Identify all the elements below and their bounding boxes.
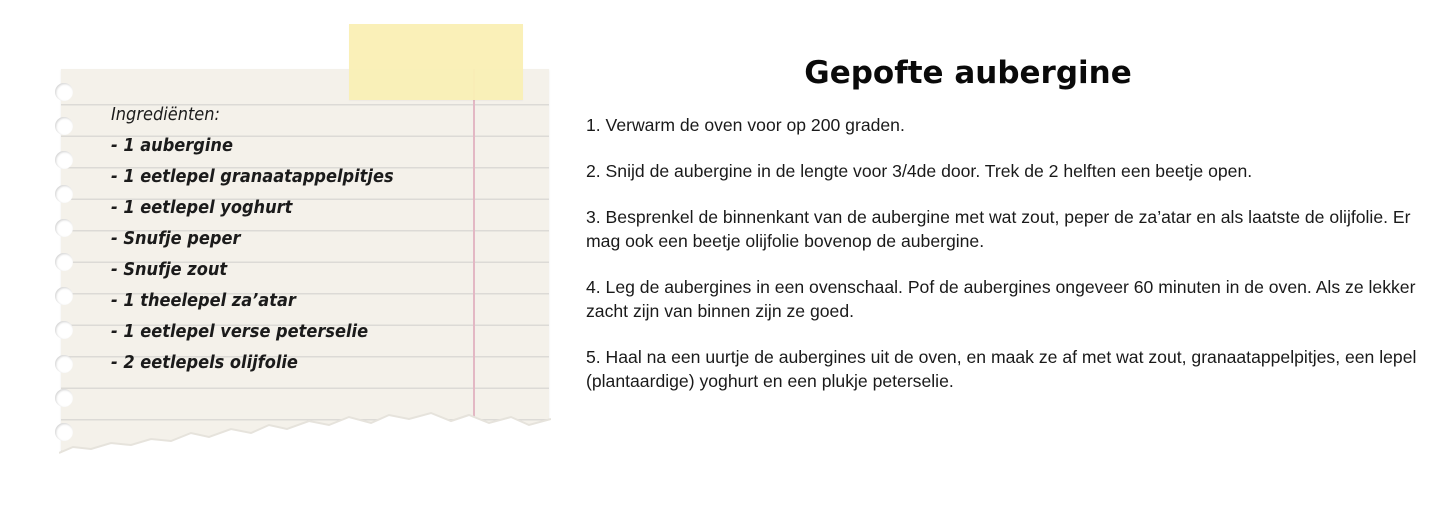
paper-margin-line bbox=[473, 69, 475, 461]
torn-paper-edge bbox=[59, 411, 551, 465]
binder-hole bbox=[55, 355, 73, 373]
ingredient-item: - 2 eetlepels olijfolie bbox=[111, 352, 298, 373]
binder-hole bbox=[55, 185, 73, 203]
binder-hole bbox=[55, 389, 73, 407]
ingredient-item: - 1 theelepel za’atar bbox=[111, 290, 296, 311]
recipe-step: 2. Snijd de aubergine in de lengte voor 3/4de door. Trek de 2 helften een beetje open. bbox=[586, 161, 1253, 181]
binder-hole bbox=[55, 253, 73, 271]
ingredient-item: - 1 aubergine bbox=[111, 135, 233, 156]
ingredient-item: - Snufje peper bbox=[111, 228, 241, 249]
ingredients-list bbox=[111, 99, 394, 378]
binder-hole bbox=[55, 117, 73, 135]
binder-hole bbox=[55, 219, 73, 237]
binder-hole bbox=[55, 321, 73, 339]
binder-hole bbox=[55, 287, 73, 305]
tape-strip bbox=[349, 24, 523, 100]
recipe-step: 5. Haal na een uurtje de aubergines uit de oven, en maak ze af met wat zout, granaatappelpitjes, een lepel (plantaardige) yoghurt en een plukje peterselie. bbox=[586, 347, 1417, 391]
recipe-step: 4. Leg de aubergines in een ovenschaal. Pof de aubergines ongeveer 60 minuten in de oven. Als ze lekker zacht zijn van binnen zijn ze goed. bbox=[586, 277, 1416, 321]
binder-hole bbox=[55, 83, 73, 101]
ingredient-item: - 1 eetlepel verse peterselie bbox=[111, 321, 369, 342]
ingredient-item: - 1 eetlepel yoghurt bbox=[111, 197, 293, 218]
recipe-step: 1. Verwarm de oven voor op 200 graden. bbox=[586, 115, 905, 135]
binder-hole bbox=[55, 151, 73, 169]
ingredients-heading: Ingrediënten: bbox=[111, 104, 220, 125]
recipe-step: 3. Besprenkel de binnenkant van de aubergine met wat zout, peper de za’atar en als laatste de olijfolie. Er mag ook een beetje olijfolie bovenop de aubergine. bbox=[586, 207, 1411, 251]
recipe-title: Gepofte aubergine bbox=[804, 55, 1132, 91]
ingredient-item: - Snufje zout bbox=[111, 259, 228, 280]
recipe-steps bbox=[586, 113, 1436, 415]
ingredient-item: - 1 eetlepel granaatappelpitjes bbox=[111, 166, 394, 187]
